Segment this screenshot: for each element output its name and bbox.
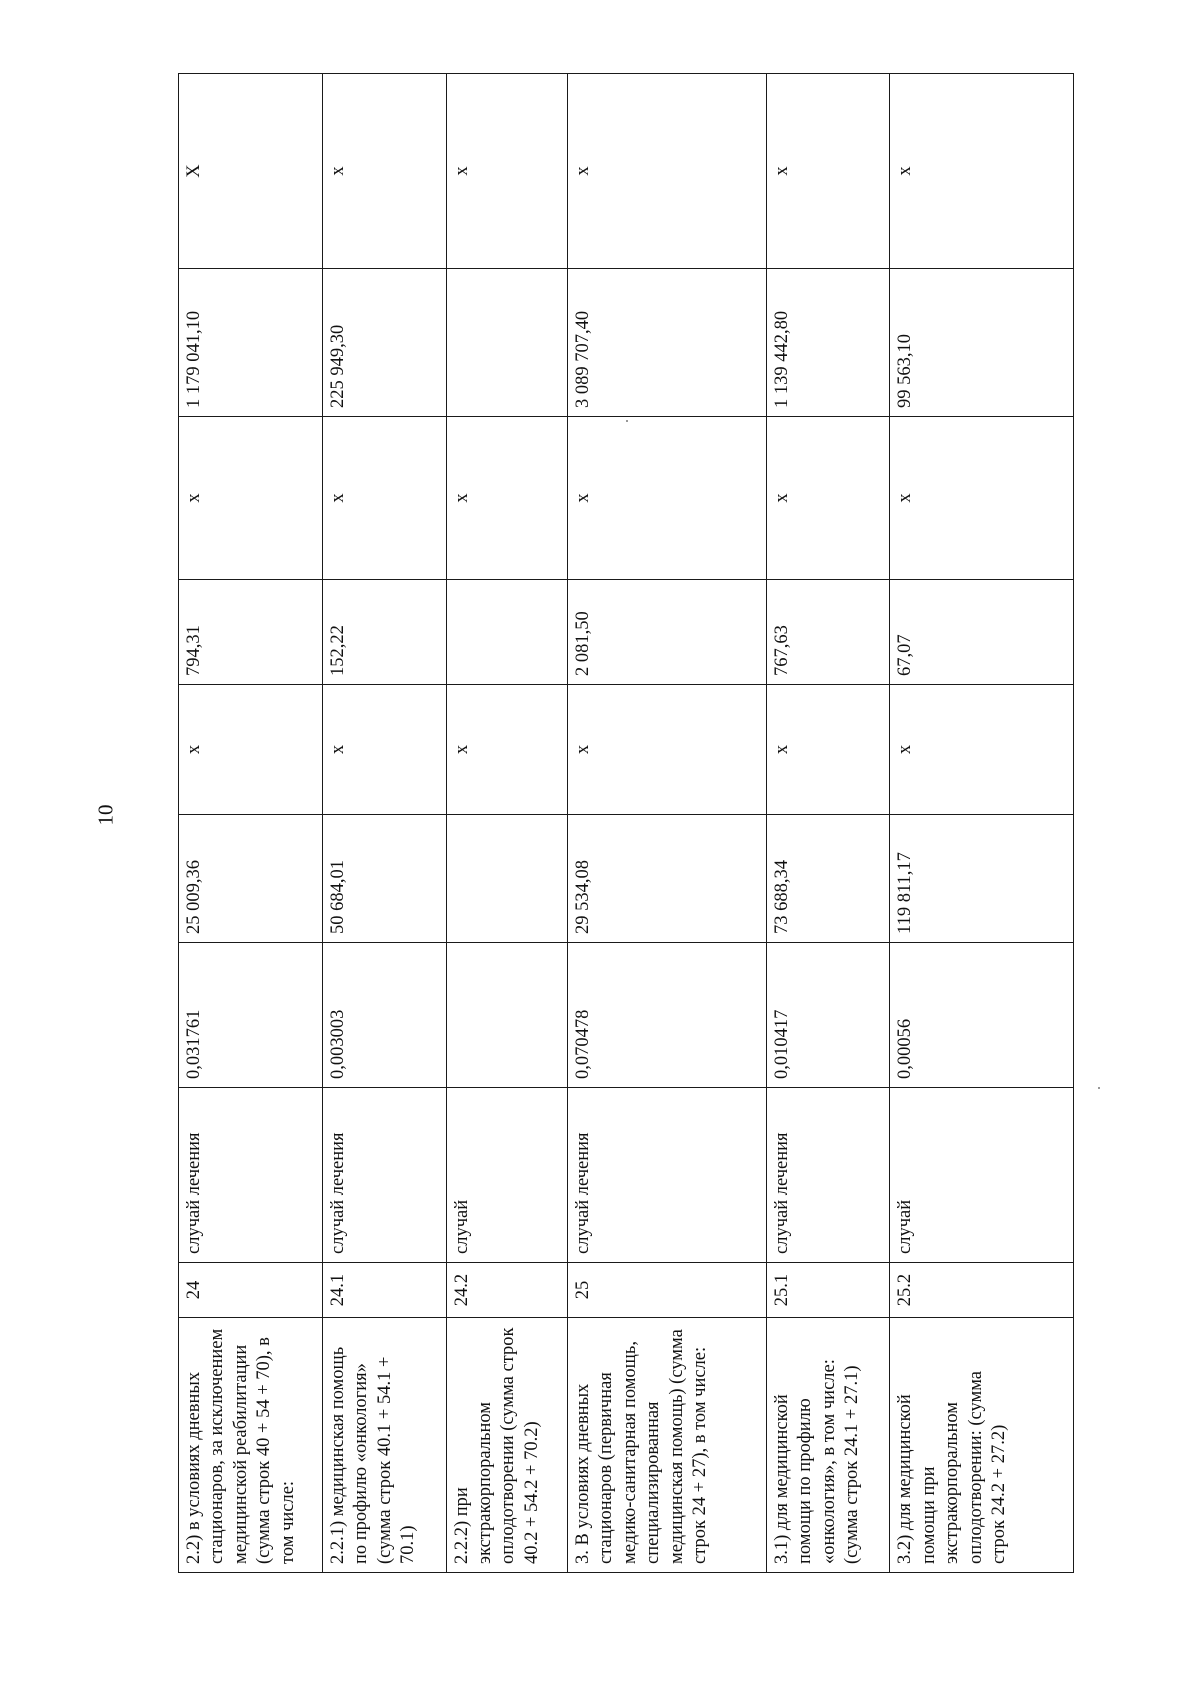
- table-row: [446, 74, 567, 1573]
- row-x-cell: х: [766, 417, 890, 580]
- row-percapita-cell: 767,63: [766, 580, 890, 685]
- row-unit-cell: случай: [446, 1088, 567, 1263]
- row-code-cell: 25.1: [766, 1263, 890, 1318]
- row-total-cell: 225 949,30: [322, 269, 446, 417]
- row-percapita-cell: [446, 580, 567, 685]
- table-row: [890, 74, 1074, 1573]
- row-code-cell: 24.2: [446, 1263, 567, 1318]
- table-row: [567, 74, 766, 1573]
- row-x-cell: х: [446, 685, 567, 815]
- row-x-cell: х: [446, 417, 567, 580]
- row-x-cell: х: [890, 74, 1074, 269]
- row-cost-cell: 29 534,08: [567, 815, 766, 943]
- row-x-cell: х: [766, 685, 890, 815]
- financing-table: [178, 73, 1074, 1573]
- row-norm-cell: [446, 943, 567, 1088]
- row-cost-cell: 25 009,36: [179, 815, 323, 943]
- scan-speck: [626, 420, 628, 422]
- scan-speck: [1098, 1087, 1100, 1089]
- row-x-cell: х: [179, 417, 323, 580]
- row-unit-cell: случай лечения: [766, 1088, 890, 1263]
- table-row: [179, 74, 323, 1573]
- row-code-cell: 24: [179, 1263, 323, 1318]
- row-code-cell: 25: [567, 1263, 766, 1318]
- row-norm-cell: 0,00056: [890, 943, 1074, 1088]
- row-unit-cell: случай: [890, 1088, 1074, 1263]
- row-norm-cell: 0,010417: [766, 943, 890, 1088]
- row-x-cell: х: [322, 74, 446, 269]
- rotated-table-container: [178, 74, 1074, 1573]
- table-row: [322, 74, 446, 1573]
- row-x-cell: х: [890, 685, 1074, 815]
- row-name-cell: 2.2.2) при экстракорпоральном оплодотворении (сумма строк 40.2 + 54.2 + 70.2): [446, 1318, 567, 1573]
- row-total-cell: 1 139 442,80: [766, 269, 890, 417]
- row-norm-cell: 0,031761: [179, 943, 323, 1088]
- row-cost-cell: 50 684,01: [322, 815, 446, 943]
- row-norm-cell: 0,003003: [322, 943, 446, 1088]
- table-row: [766, 74, 890, 1573]
- row-x-cell: х: [567, 685, 766, 815]
- row-cost-cell: 73 688,34: [766, 815, 890, 943]
- row-x-cell: х: [890, 417, 1074, 580]
- row-total-cell: [446, 269, 567, 417]
- row-x-cell: х: [446, 74, 567, 269]
- row-unit-cell: случай лечения: [567, 1088, 766, 1263]
- row-x-cell: х: [567, 417, 766, 580]
- row-name-cell: 3.1) для медицинской помощи по профилю «онкология», в том числе: (сумма строк 24.1 + 27.1): [766, 1318, 890, 1573]
- row-percapita-cell: 2 081,50: [567, 580, 766, 685]
- row-x-cell: х: [322, 685, 446, 815]
- row-unit-cell: случай лечения: [179, 1088, 323, 1263]
- row-cost-cell: 119 811,17: [890, 815, 1074, 943]
- row-code-cell: 24.1: [322, 1263, 446, 1318]
- row-total-cell: 99 563,10: [890, 269, 1074, 417]
- row-total-cell: 1 179 041,10: [179, 269, 323, 417]
- row-x-cell: Х: [179, 74, 323, 269]
- row-percapita-cell: 67,07: [890, 580, 1074, 685]
- row-name-cell: 2.2) в условиях дневных стационаров, за исключением медицинской реабилитации (сумма строк 40 + 54 + 70), в том числе:: [179, 1318, 323, 1573]
- page-number: 10: [93, 804, 118, 826]
- row-percapita-cell: 152,22: [322, 580, 446, 685]
- row-norm-cell: 0,070478: [567, 943, 766, 1088]
- row-name-cell: 3. В условиях дневных стационаров (первичная медико-санитарная помощь, специализированная медицинская помощь) (сумма строк 24 + 27), в том числе:: [567, 1318, 766, 1573]
- row-name-cell: 2.2.1) медицинская помощь по профилю «онкология» (сумма строк 40.1 + 54.1 + 70.1): [322, 1318, 446, 1573]
- row-x-cell: х: [567, 74, 766, 269]
- row-x-cell: х: [322, 417, 446, 580]
- row-total-cell: 3 089 707,40: [567, 269, 766, 417]
- row-unit-cell: случай лечения: [322, 1088, 446, 1263]
- row-name-cell: 3.2) для медицинской помощи при экстракорпоральном оплодотворении: (сумма строк 24.2 + 27.2): [890, 1318, 1074, 1573]
- row-x-cell: х: [766, 74, 890, 269]
- row-percapita-cell: 794,31: [179, 580, 323, 685]
- row-code-cell: 25.2: [890, 1263, 1074, 1318]
- row-x-cell: х: [179, 685, 323, 815]
- row-cost-cell: [446, 815, 567, 943]
